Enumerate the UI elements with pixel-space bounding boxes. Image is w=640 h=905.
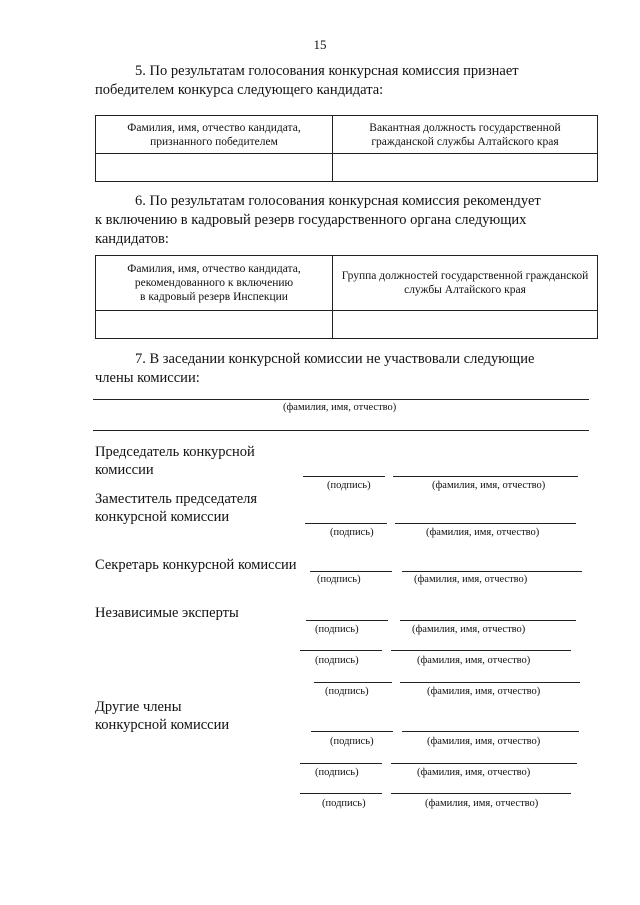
chairman-signature-caption: (подпись)	[327, 480, 371, 491]
role-other-members-line2: конкурсной комиссии	[95, 717, 230, 733]
expert3-signature-line[interactable]	[314, 682, 392, 683]
section6-text-line2: к включению в кадровый резерв государственного органа следующих	[95, 212, 527, 228]
page-number: 15	[313, 37, 327, 52]
reserve-table-cell-group[interactable]	[333, 311, 598, 339]
reserve-header-line1: Фамилия, имя, отчество кандидата,	[127, 263, 301, 275]
winner-table-cell-position[interactable]	[333, 154, 598, 182]
expert1-fio-caption: (фамилия, имя, отчество)	[412, 624, 526, 635]
member3-fio-caption: (фамилия, имя, отчество)	[425, 798, 539, 809]
deputy-signature-caption: (подпись)	[330, 527, 374, 538]
section6-text-line3: кандидатов:	[95, 231, 169, 247]
section7-text-line1: В заседании конкурсной комиссии не участвовали следующие	[149, 351, 535, 367]
winner-table	[95, 115, 598, 182]
section6-text-line1: По результатам голосования конкурсная комиссия рекомендует	[149, 193, 541, 209]
expert1-signature-line[interactable]	[306, 620, 388, 621]
member2-signature-caption: (подпись)	[315, 767, 359, 778]
member3-fio-line[interactable]	[391, 793, 571, 794]
expert2-fio-caption: (фамилия, имя, отчество)	[417, 655, 531, 666]
secretary-fio-line[interactable]	[402, 571, 582, 572]
member1-fio-line[interactable]	[402, 731, 579, 732]
member3-signature-line[interactable]	[300, 793, 382, 794]
member1-signature-line[interactable]	[311, 731, 393, 732]
role-other-members-line1: Другие члены	[95, 699, 182, 715]
expert2-signature-caption: (подпись)	[315, 655, 359, 666]
winner-table-header-position: Вакантная должность государственной гражданской службы Алтайского края	[333, 116, 598, 154]
chairman-fio-caption: (фамилия, имя, отчество)	[432, 480, 546, 491]
member1-signature-caption: (подпись)	[330, 736, 374, 747]
deputy-fio-caption: (фамилия, имя, отчество)	[426, 527, 540, 538]
role-chairman-line2: комиссии	[95, 462, 154, 478]
role-deputy	[95, 490, 257, 526]
reserve-table-header-group: Группа должностей государственной гражданской службы Алтайского края	[333, 256, 598, 311]
secretary-signature-caption: (подпись)	[317, 574, 361, 585]
expert2-signature-line[interactable]	[300, 650, 382, 651]
section7-number: 7.	[135, 351, 146, 367]
role-other-members	[95, 698, 229, 734]
section7-text-line2: члены комиссии:	[95, 370, 200, 386]
member2-fio-line[interactable]	[391, 763, 577, 764]
role-experts: Независимые эксперты	[95, 605, 239, 621]
section7-paragraph	[95, 350, 595, 388]
reserve-table-header-fio	[96, 256, 333, 311]
member2-fio-caption: (фамилия, имя, отчество)	[417, 767, 531, 778]
section6-paragraph	[95, 192, 595, 249]
expert1-signature-caption: (подпись)	[315, 624, 359, 635]
section5-number: 5.	[135, 63, 146, 79]
expert1-fio-line[interactable]	[400, 620, 576, 621]
member3-signature-caption: (подпись)	[322, 798, 366, 809]
section5-text-line2: победителем конкурса следующего кандидата:	[95, 82, 384, 98]
secretary-signature-line[interactable]	[310, 571, 392, 572]
winner-table-cell-fio[interactable]	[96, 154, 333, 182]
reserve-table	[95, 255, 598, 339]
reserve-header-line2: рекомендованного к включению	[134, 277, 294, 289]
absent-members-line-2[interactable]	[93, 430, 589, 431]
reserve-header-line3: в кадровый резерв Инспекции	[140, 291, 288, 303]
member1-fio-caption: (фамилия, имя, отчество)	[427, 736, 541, 747]
absent-members-caption: (фамилия, имя, отчество)	[283, 402, 397, 413]
chairman-fio-line[interactable]	[393, 476, 578, 477]
absent-members-line[interactable]	[93, 399, 589, 400]
deputy-signature-line[interactable]	[305, 523, 387, 524]
role-deputy-line2: конкурсной комиссии	[95, 509, 230, 525]
section5-text-line1: По результатам голосования конкурсная комиссия признает	[149, 63, 519, 79]
expert3-fio-line[interactable]	[400, 682, 580, 683]
expert3-signature-caption: (подпись)	[325, 686, 369, 697]
role-secretary: Секретарь конкурсной комиссии	[95, 557, 297, 573]
expert2-fio-line[interactable]	[391, 650, 571, 651]
secretary-fio-caption: (фамилия, имя, отчество)	[414, 574, 528, 585]
member2-signature-line[interactable]	[300, 763, 382, 764]
deputy-fio-line[interactable]	[395, 523, 576, 524]
role-deputy-line1: Заместитель председателя	[95, 491, 258, 507]
chairman-signature-line[interactable]	[303, 476, 385, 477]
reserve-table-cell-fio[interactable]	[96, 311, 333, 339]
role-chairman	[95, 443, 255, 479]
expert3-fio-caption: (фамилия, имя, отчество)	[427, 686, 541, 697]
winner-table-header-fio: Фамилия, имя, отчество кандидата, признанного победителем	[96, 116, 333, 154]
role-chairman-line1: Председатель конкурсной	[95, 444, 255, 460]
section6-number: 6.	[135, 193, 146, 209]
section5-paragraph	[95, 62, 595, 100]
